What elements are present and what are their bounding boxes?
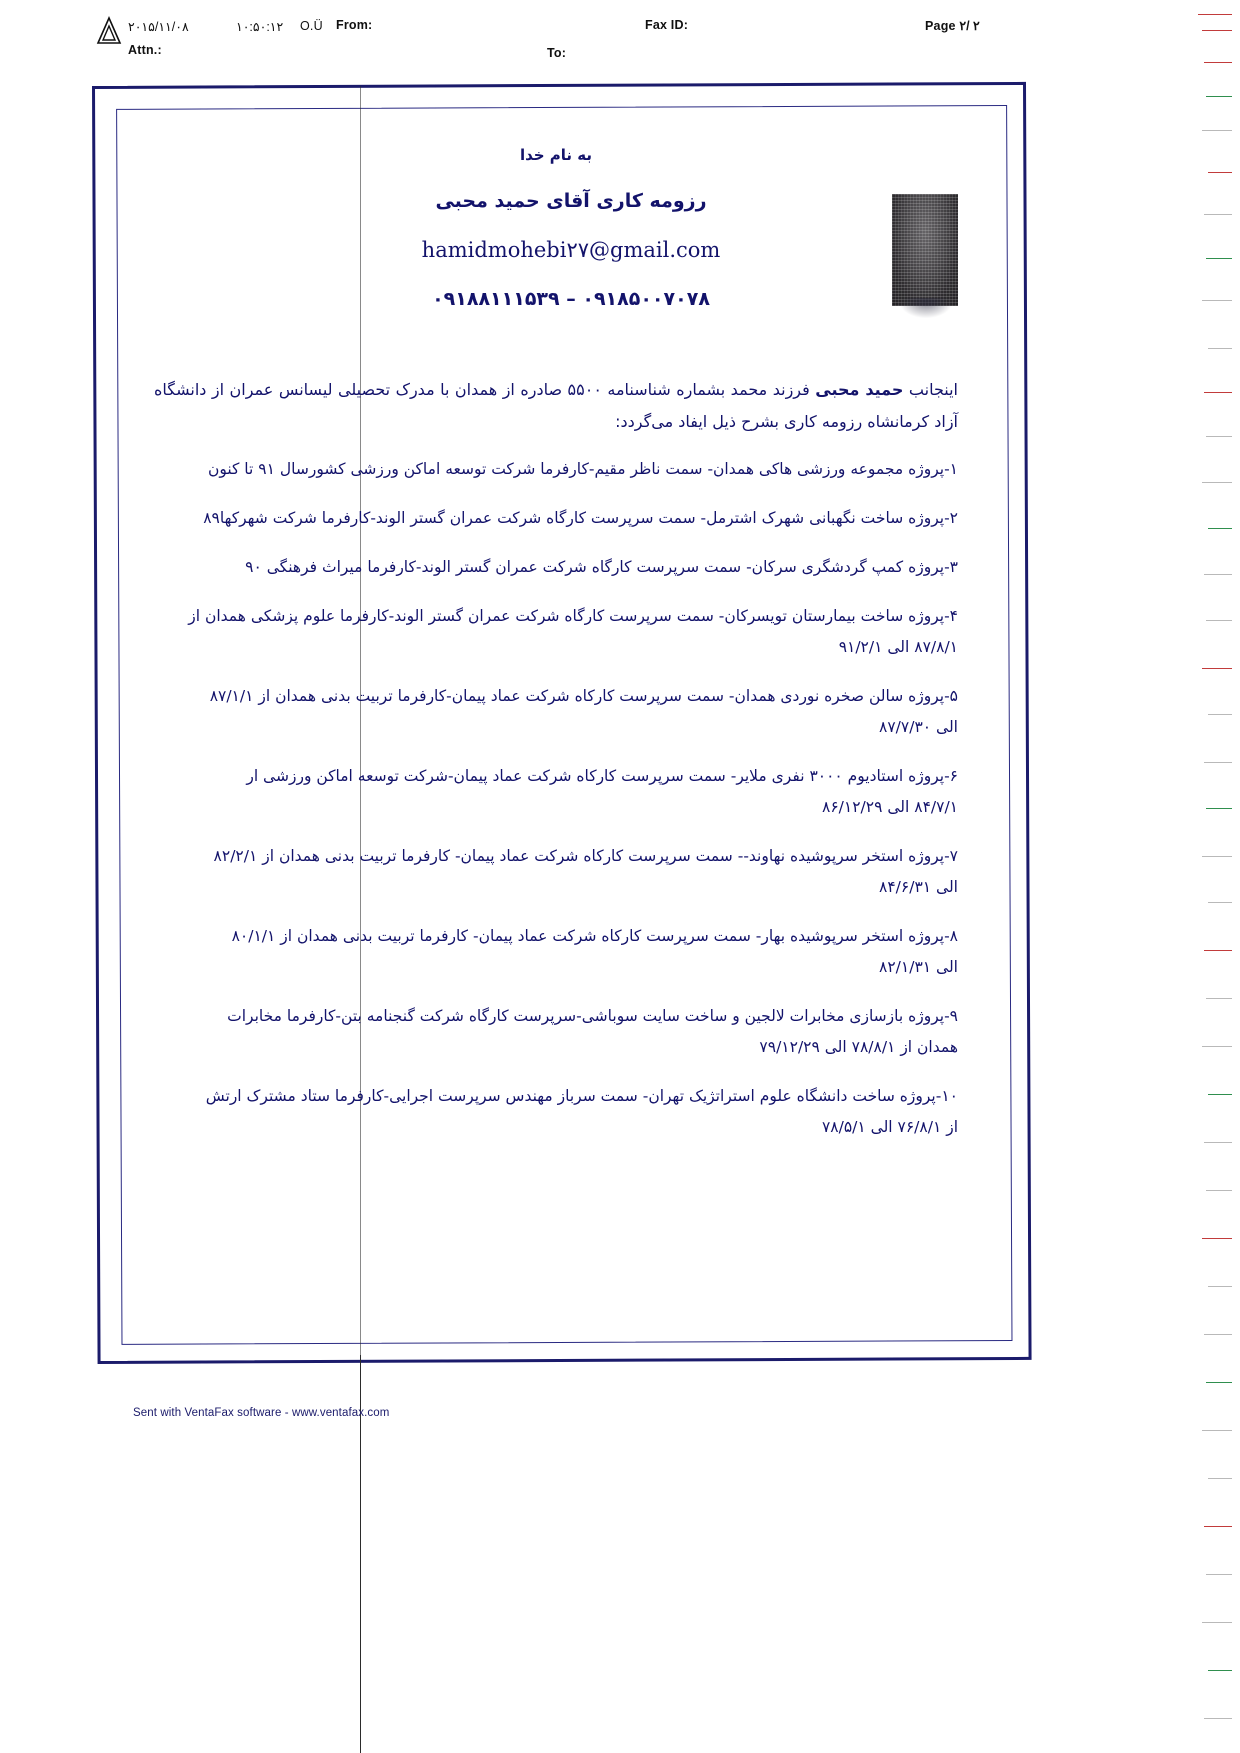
- list-item: [154, 921, 958, 983]
- item-date-range: از ۷۶/۸/۱ الی ۷۸/۵/۱: [821, 1118, 958, 1136]
- applicant-name: حمید محبی: [815, 380, 904, 399]
- fax-header-bar: [0, 10, 1240, 60]
- item-text: ۸-پروژه استخر سرپوشیده بهار- سمت سرپرست کارکاه شرکت عماد پیمان- کارفرما تربیت بدنی همدان از ۸۰/۱/۱: [231, 927, 958, 945]
- portrait-photo: [892, 194, 958, 306]
- contact-phones: ۰۹۱۸۸۱۱۱۵۳۹ – ۰۹۱۸۵۰۰۷۰۷۸: [432, 288, 710, 310]
- item-date-range: الی ۸۴/۶/۳۱: [879, 878, 958, 896]
- item-date-range: همدان از ۷۸/۸/۱ الی ۷۹/۱۲/۲۹: [759, 1038, 958, 1056]
- fax-id-label: Fax ID:: [645, 18, 689, 32]
- fax-logo-icon: [96, 16, 122, 46]
- scan-edge-artifacts: [1180, 0, 1240, 1753]
- fax-footer-note: Sent with VentaFax software - www.ventafax.com: [133, 1407, 390, 1419]
- intro-text-before: اینجانب: [903, 380, 958, 399]
- item-text: ۴-پروژه ساخت بیمارستان تویسرکان- سمت سرپرست کارگاه شرکت عمران گستر الوند-کارفرما علوم پزشکی همدان از: [188, 607, 958, 625]
- item-text: ۱۰-پروژه ساخت دانشگاه علوم استراتژیک تهران- سمت سرباز مهندس سرپرست اجرایی-کارفرما ستاد مشترک ارتش: [205, 1087, 958, 1105]
- list-item: [154, 552, 958, 583]
- fax-page-label: Page ۲/ ۲: [925, 19, 980, 33]
- list-item: [154, 454, 958, 485]
- list-item: [154, 761, 958, 823]
- item-date-range: الی ۸۲/۱/۳۱: [879, 958, 958, 976]
- list-item: [154, 503, 958, 534]
- item-text: ۲-پروژه ساخت نگهبانی شهرک اشترمل- سمت سرپرست کارگاه شرکت عمران گستر الوند-کارفرما شرکت شهرکها۸۹: [203, 509, 958, 527]
- header-block: [154, 190, 958, 340]
- list-item: [154, 1081, 958, 1143]
- item-date-range: ۸۷/۸/۱ الی ۹۱/۲/۱: [838, 638, 958, 656]
- bismillah-heading: به نام خدا: [519, 146, 593, 164]
- item-text: ۱-پروژه مجموعه ورزشی هاکی همدان- سمت ناظر مقیم-کارفرما شرکت توسعه اماکن ورزشی کشورسال ۹۱ تا کنون: [207, 460, 958, 478]
- fax-from-label: From:: [336, 18, 373, 32]
- item-text: ۵-پروژه سالن صخره نوردی همدان- سمت سرپرست کارکاه شرکت عماد پیمان-کارفرما تربیت بدنی همدان از ۸۷/۱/۱: [209, 687, 958, 705]
- fax-ou-label: O.Ü: [300, 19, 323, 33]
- fax-time: ۱۰:۵۰:۱۲: [236, 20, 284, 34]
- document-body: [92, 86, 1020, 1358]
- item-text: ۶-پروژه استادیوم ۳۰۰۰ نفری ملایر- سمت سرپرست کارکاه شرکت عماد پیمان-شرکت توسعه اماکن ورزشی ار: [246, 767, 958, 785]
- page-title: رزومه کاری آقای حمید محبی: [435, 190, 707, 212]
- item-text: ۷-پروژه استخر سرپوشیده نهاوند-- سمت سرپرست کارکاه شرکت عماد پیمان- کارفرما تربیت بدنی همدان از ۸۲/۲/۱: [213, 847, 958, 865]
- portrait-shadow: [900, 298, 952, 318]
- fax-date: ۲۰۱۵/۱۱/۰۸: [128, 20, 189, 34]
- intro-paragraph: [154, 374, 958, 438]
- list-item: [154, 1001, 958, 1063]
- experience-list: [154, 454, 958, 1143]
- item-text: ۹-پروژه بازسازی مخابرات لالجین و ساخت سایت سوباشی-سرپرست کارگاه شرکت گنجنامه بتن-کارفرما مخابرات: [227, 1007, 958, 1025]
- fax-attn-label: Attn.:: [128, 43, 162, 57]
- fax-to-label: To:: [547, 46, 567, 60]
- item-date-range: الی ۸۷/۷/۳۰: [879, 718, 958, 736]
- item-text: ۳-پروژه کمپ گردشگری سرکان- سمت سرپرست کارگاه شرکت عمران گستر الوند-کارفرما میراث فرهنگی ۹۰: [245, 558, 958, 576]
- list-item: [154, 601, 958, 663]
- list-item: [154, 681, 958, 743]
- contact-email: hamidmohebi۲۷@gmail.com: [421, 238, 721, 262]
- intro-text-after: فرزند محمد بشماره شناسنامه ۵۵۰۰ صادره از همدان با مدرک تحصیلی لیسانس عمران از دانشگاه آزاد کرمانشاه رزومه کاری بشرح ذیل ایفاد می‌گردد:: [154, 380, 958, 431]
- item-date-range: ۸۴/۷/۱ الی ۸۶/۱۲/۲۹: [822, 798, 958, 816]
- list-item: [154, 841, 958, 903]
